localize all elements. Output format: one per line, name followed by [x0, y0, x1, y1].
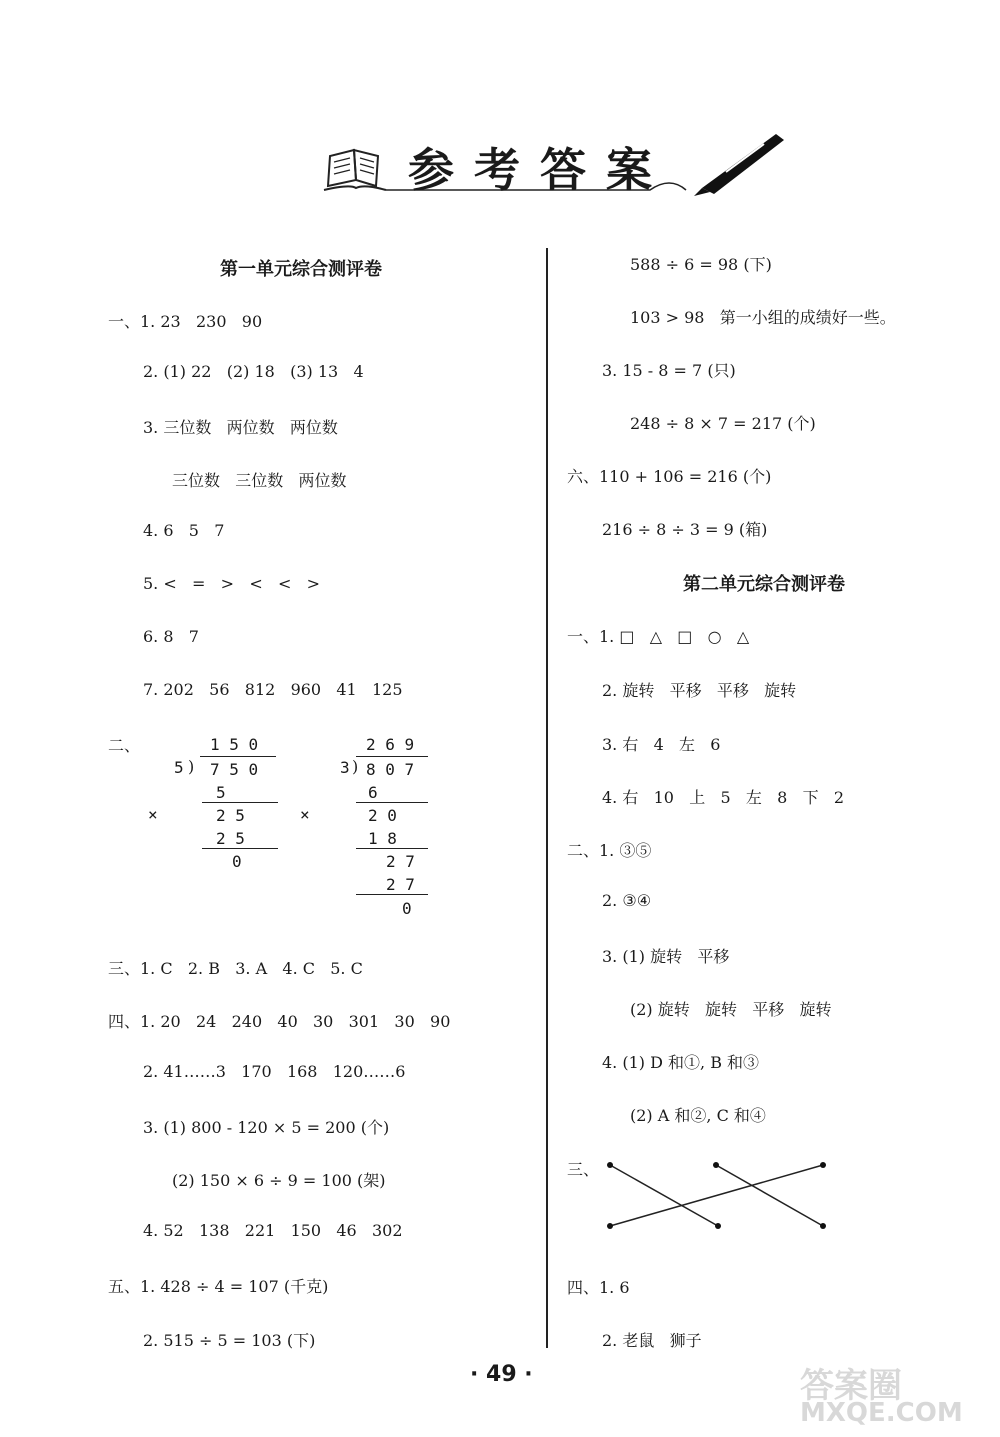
- right-line: 3. 15 - 8 = 7 (只): [602, 361, 736, 380]
- match-dot: [820, 1162, 826, 1168]
- right-line: 2. ③④: [602, 891, 652, 910]
- right-line: 3. (1) 旋转 平移: [602, 947, 730, 966]
- step: 5: [216, 783, 226, 802]
- left-line: 3. (1) 800 - 120 × 5 = 200 (个): [143, 1118, 390, 1137]
- divisor: 5: [174, 758, 184, 777]
- title-banner: [320, 128, 790, 198]
- quotient: 1 5 0: [210, 735, 259, 754]
- match-dot: [713, 1162, 719, 1168]
- left-line: 一、1. 23 230 90: [108, 312, 263, 331]
- match-dot: [607, 1223, 613, 1229]
- left-line: 2. (1) 22 (2) 18 (3) 13 4: [143, 362, 364, 381]
- left-line: 4. 6 5 7: [143, 521, 225, 540]
- rule-line: [202, 848, 278, 849]
- wrong-mark: ×: [300, 805, 310, 824]
- dividend: 8 0 7: [366, 760, 415, 779]
- match-dot: [607, 1162, 613, 1168]
- left-heading: 第一单元综合测评卷: [220, 259, 382, 280]
- bracket: ): [352, 757, 359, 776]
- step: 2 0: [368, 806, 397, 825]
- rule-line: [356, 802, 428, 803]
- left-line: (2) 150 × 6 ÷ 9 = 100 (架): [172, 1171, 386, 1190]
- left-line: 7. 202 56 812 960 41 125: [143, 680, 403, 699]
- right-line: (2) 旋转 旋转 平移 旋转: [630, 1000, 832, 1019]
- left-line: 5. < = > < < >: [143, 574, 321, 593]
- match-line: [610, 1165, 718, 1226]
- left-line: 2. 41……3 170 168 120……6: [143, 1062, 406, 1081]
- match-dot: [715, 1223, 721, 1229]
- left-line: 6. 8 7: [143, 627, 199, 646]
- divider-line: [356, 756, 428, 757]
- right-line: 二、1. ③⑤: [567, 841, 652, 860]
- page-number: · 49 ·: [470, 1362, 533, 1387]
- right-line: 六、110 + 106 = 216 (个): [567, 467, 772, 486]
- right-line: 2. 老鼠 狮子: [602, 1331, 702, 1350]
- right-line: 4. 右 10 上 5 左 8 下 2: [602, 788, 845, 807]
- dividend: 7 5 0: [210, 760, 259, 779]
- step: 2 5: [216, 829, 245, 848]
- rule-line: [202, 802, 278, 803]
- rule-line: [356, 894, 428, 895]
- left-line: 五、1. 428 ÷ 4 = 107 (千克): [108, 1277, 329, 1296]
- bracket: ): [188, 757, 195, 776]
- right-line: 三、: [567, 1160, 600, 1179]
- step: 1 8: [368, 829, 397, 848]
- right-line: 216 ÷ 8 ÷ 3 = 9 (箱): [602, 520, 768, 539]
- left-line: 2. 515 ÷ 5 = 103 (下): [143, 1331, 316, 1350]
- right-line: (2) A 和②, C 和④: [630, 1106, 766, 1125]
- right-line: 2. 旋转 平移 平移 旋转: [602, 681, 797, 700]
- right-line: 103 > 98 第一小组的成绩好一些。: [630, 308, 896, 327]
- wrong-mark: ×: [148, 805, 158, 824]
- step: 2 5: [216, 806, 245, 825]
- pen-icon: [680, 128, 790, 198]
- right-line: 588 ÷ 6 = 98 (下): [630, 255, 772, 274]
- remainder: 0: [402, 899, 412, 918]
- remainder: 0: [232, 852, 242, 871]
- left-line: 四、1. 20 24 240 40 30 301 30 90: [108, 1012, 451, 1031]
- watermark-site: MXQE.COM: [800, 1398, 963, 1428]
- right-line: 4. (1) D 和①, B 和③: [602, 1053, 760, 1072]
- watermark-brand: 答案圈: [800, 1366, 902, 1406]
- right-line: 一、1. □ △ □ ○ △: [567, 627, 750, 646]
- page-title: 参考答案: [408, 143, 672, 197]
- column-divider: [546, 248, 548, 1348]
- step: 2 7: [386, 875, 415, 894]
- quotient: 2 6 9: [366, 735, 415, 754]
- left-line: 3. 三位数 两位数 两位数: [143, 418, 338, 437]
- right-line: 3. 右 4 左 6: [602, 735, 721, 754]
- right-line: 四、1. 6: [567, 1278, 630, 1297]
- divider-line: [200, 756, 276, 757]
- long-division-2: [294, 735, 454, 925]
- left-line: 三位数 三位数 两位数: [172, 471, 347, 490]
- matching-diagram: [598, 1155, 838, 1235]
- rule-line: [356, 848, 428, 849]
- step: 6: [368, 783, 378, 802]
- match-line: [610, 1165, 823, 1226]
- match-line: [716, 1165, 823, 1226]
- left-line: 4. 52 138 221 150 46 302: [143, 1221, 403, 1240]
- step: 2 7: [386, 852, 415, 871]
- right-line: 248 ÷ 8 × 7 = 217 (个): [630, 414, 816, 433]
- divisor: 3: [340, 758, 350, 777]
- left-line: 二、: [108, 736, 141, 755]
- long-division-1: [140, 735, 300, 875]
- match-dot: [820, 1223, 826, 1229]
- left-line: 三、1. C 2. B 3. A 4. C 5. C: [108, 959, 363, 978]
- right-heading: 第二单元综合测评卷: [683, 574, 845, 595]
